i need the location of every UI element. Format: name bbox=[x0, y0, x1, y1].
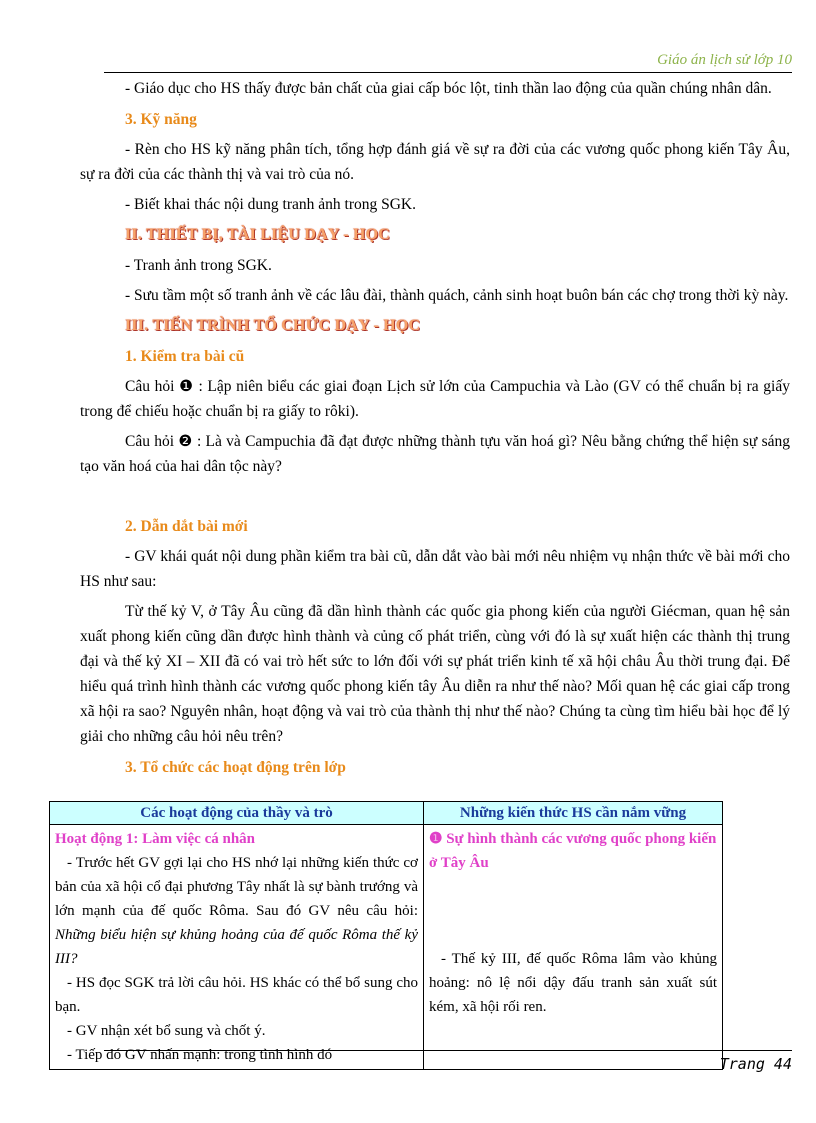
page-content bbox=[80, 76, 790, 785]
activity-line: - Tiếp đó GV nhấn mạnh: trong tình hình đó bbox=[67, 1047, 333, 1063]
section-heading-process: III. TIẾN TRÌNH TỔ CHỨC DẠY - HỌC bbox=[125, 317, 421, 334]
activities-table bbox=[49, 801, 723, 1070]
header-rule bbox=[104, 72, 792, 73]
paragraph: - GV khái quát nội dung phần kiểm tra bài cũ, dẫn dắt vào bài mới nêu nhiệm vụ nhận thức về bài mới cho HS như sau: bbox=[80, 548, 790, 590]
activities-cell bbox=[50, 825, 424, 1070]
question-2: Câu hỏi ❷ : Là và Campuchia đã đạt được những thành tựu văn hoá gì? Nêu bằng chứng thể hiện sự sáng tạo văn hoá của hai dân tộc này? bbox=[80, 433, 790, 475]
paragraph: Từ thế kỷ V, ở Tây Âu cũng đã dần hình thành các quốc gia phong kiến của người Giécman, quan hệ sản xuất phong kiến cũng dần được hình thành và củng cố phát triển, cùng với đó là sự xuất hiện các thành thị trung đại và thế kỷ XI – XII đã có vai trò hết sức to lớn đối với sự phát triển kinh tế xã hội châu Âu thời trung đại. Để hiểu quá trình hình thành các vương quốc phong kiến tây Âu diễn ra như thế nào? Mối quan hệ các giai cấp trong xã hội ra sao? Nguyên nhân, hoạt động và vai trò của thành thị như thế nào? Chúng ta cùng tìm hiểu bài học để lý giải cho những câu hỏi nêu trên? bbox=[80, 603, 790, 745]
activity-line: - GV nhận xét bổ sung và chốt ý. bbox=[67, 1023, 266, 1039]
intro-heading: 2. Dẫn dắt bài mới bbox=[125, 518, 248, 535]
activities-heading: 3. Tổ chức các hoạt động trên lớp bbox=[125, 759, 346, 776]
activity-line bbox=[55, 851, 418, 971]
paragraph: - Sưu tầm một số tranh ảnh về các lâu đài, thành quách, cảnh sinh hoạt buôn bán các chợ trong thời kỳ này. bbox=[125, 287, 789, 304]
activity-title: Hoạt động 1: Làm việc cá nhân bbox=[55, 831, 256, 847]
section-heading-equipment: II. THIẾT BỊ, TÀI LIỆU DẠY - HỌC bbox=[125, 226, 390, 243]
footer-rule bbox=[104, 1050, 792, 1051]
page-number: Trang 44 bbox=[719, 1055, 792, 1073]
knowledge-cell bbox=[424, 825, 723, 1070]
paragraph: - Giáo dục cho HS thấy được bản chất của giai cấp bóc lột, tinh thần lao động của quần chúng nhân dân. bbox=[125, 80, 772, 97]
check-heading: 1. Kiểm tra bài cũ bbox=[125, 348, 245, 365]
knowledge-text: - Thế kỷ III, đế quốc Rôma lâm vào khủng hoảng: nô lệ nổi dậy đấu tranh sản xuất sút kém, xã hội rối ren. bbox=[429, 951, 717, 1015]
activity-question: Những biểu hiện sự khủng hoảng của đế quốc Rôma thế kỷ III? bbox=[55, 927, 418, 967]
knowledge-heading: ❶ Sự hình thành các vương quốc phong kiến ở Tây Âu bbox=[429, 831, 717, 871]
paragraph: - Biết khai thác nội dung tranh ảnh trong SGK. bbox=[125, 196, 417, 213]
skills-heading: 3. Kỹ năng bbox=[125, 111, 197, 128]
paragraph: - Tranh ảnh trong SGK. bbox=[125, 257, 272, 274]
activity-line: - HS đọc SGK trả lời câu hỏi. HS khác có thể bổ sung cho bạn. bbox=[55, 975, 418, 1015]
question-1: Câu hỏi ❶ : Lập niên biểu các giai đoạn Lịch sử lớn của Campuchia và Lào (GV có thể chuẩn bị ra giấy trong để chiếu hoặc chuẩn bị ra giấy to rôki). bbox=[80, 378, 790, 420]
table-row bbox=[50, 825, 723, 1070]
paragraph: - Rèn cho HS kỹ năng phân tích, tổng hợp đánh giá về sự ra đời của các vương quốc phong kiến Tây Âu, sự ra đời của các thành thị và vai trò của nó. bbox=[80, 141, 790, 183]
table-header-knowledge: Những kiến thức HS cần nắm vững bbox=[424, 802, 723, 825]
table-header-activities: Các hoạt động của thầy và trò bbox=[50, 802, 424, 825]
document-header: Giáo án lịch sử lớp 10 bbox=[657, 52, 792, 68]
activity-line-text: - Trước hết GV gợi lại cho HS nhớ lại những kiến thức cơ bản của xã hội cổ đại phương Tây nhất là sự bành trướng và lớn mạnh của đế quốc Rôma. Sau đó GV nêu câu hỏi: bbox=[55, 855, 418, 919]
